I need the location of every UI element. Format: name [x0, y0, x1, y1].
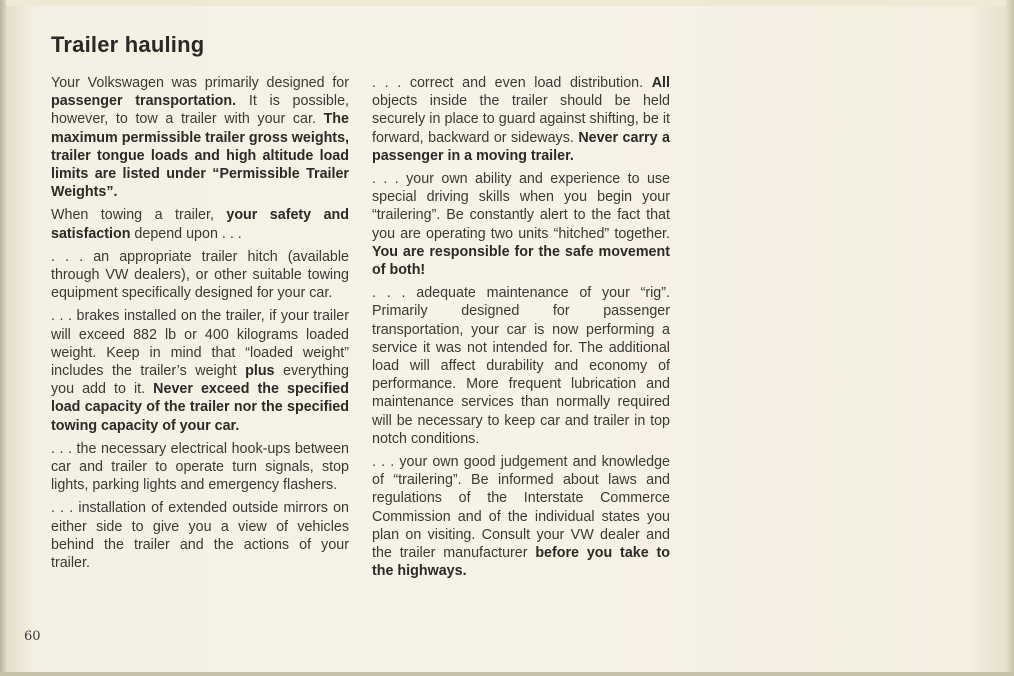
- text-run: . . . your own good judgement and knowledge of “trailering”. Be informed about laws and regulations of the Interstate Commerce Commission and of the individual states you plan on visiting. Consult your VW dealer and the trailer manufacturer: [372, 454, 670, 562]
- text-run: . . . an appropriate trailer hitch (available through VW dealers), or other suitable towing equipment specifically designed for your car.: [51, 248, 349, 302]
- paragraph: [372, 74, 670, 165]
- page-right-edge: [1006, 0, 1014, 676]
- text-run: everything you add to it.: [51, 363, 349, 398]
- bold-text-run: plus: [245, 363, 275, 380]
- right-column: [372, 74, 670, 585]
- bold-text-run: your safety and satisfaction: [51, 207, 350, 242]
- text-run: It is possible, however, to tow a trailer with your car.: [51, 93, 349, 128]
- text-run: . . . your own ability and experience to use special driving skills when you begin your “trailering”. Be constantly alert to the fact that you are operating two units “hitched” together.: [372, 171, 670, 242]
- page-left-edge: [0, 0, 6, 676]
- page-bottom-edge: [0, 672, 1014, 676]
- paragraph: [51, 206, 349, 242]
- bold-text-run: passenger transportation.: [51, 93, 237, 110]
- bold-text-run: The maximum permissible trailer gross weights, trailer tongue loads and high altitude load limits are listed under “Permissible Trailer Weights”.: [51, 111, 349, 201]
- bold-text-run: You are responsible for the safe movement of both!: [372, 243, 670, 279]
- paragraph: [51, 248, 349, 303]
- text-run: . . . adequate maintenance of your “rig”. Primarily designed for passenger transportation, your car is now performing a service it was not intended for. The additional load will affect durability and economy of performance. More frequent lubrication and maintenance services than normally required will be necessary to keep car and trailer in top notch conditions.: [372, 285, 670, 447]
- paragraph: [372, 284, 670, 448]
- bold-text-run: Never carry a passenger in a moving trailer.: [372, 129, 670, 164]
- text-run: . . . installation of extended outside mirrors on either side to give you a view of vehicles behind the trailer and the actions of your trailer.: [51, 500, 349, 572]
- text-run: depend upon . . .: [130, 225, 242, 242]
- text-run: objects inside the trailer should be held securely in place to guard against shifting, be it forward, backward or sideways.: [372, 93, 670, 146]
- paragraph: [51, 499, 349, 572]
- paragraph: [372, 453, 670, 580]
- bold-text-run: before you take to the highways.: [372, 545, 670, 580]
- text-run: When towing a trailer,: [51, 207, 227, 224]
- text-run: Your Volkswagen was primarily designed for: [51, 75, 349, 91]
- paragraph: [372, 170, 670, 279]
- paragraph: [51, 440, 349, 495]
- bold-text-run: All: [651, 75, 670, 91]
- left-column: [51, 74, 349, 577]
- page-number: 60: [24, 629, 41, 644]
- bold-text-run: Never exceed the specified load capacity of the trailer nor the specified towing capacity of your car.: [51, 381, 349, 434]
- paragraph: [51, 74, 349, 201]
- text-run: . . . brakes installed on the trailer, if your trailer will exceed 882 lb or 400 kilograms loaded weight. Keep in mind that “loaded weight” includes the trailer’s weight: [51, 308, 349, 380]
- paragraph: [51, 307, 349, 434]
- text-run: . . . correct and even load distribution.: [372, 75, 652, 91]
- text-run: . . . the necessary electrical hook-ups between car and trailer to operate turn signals, stop lights, parking lights and emergency flashers.: [51, 440, 349, 494]
- page-title: Trailer hauling: [51, 32, 205, 57]
